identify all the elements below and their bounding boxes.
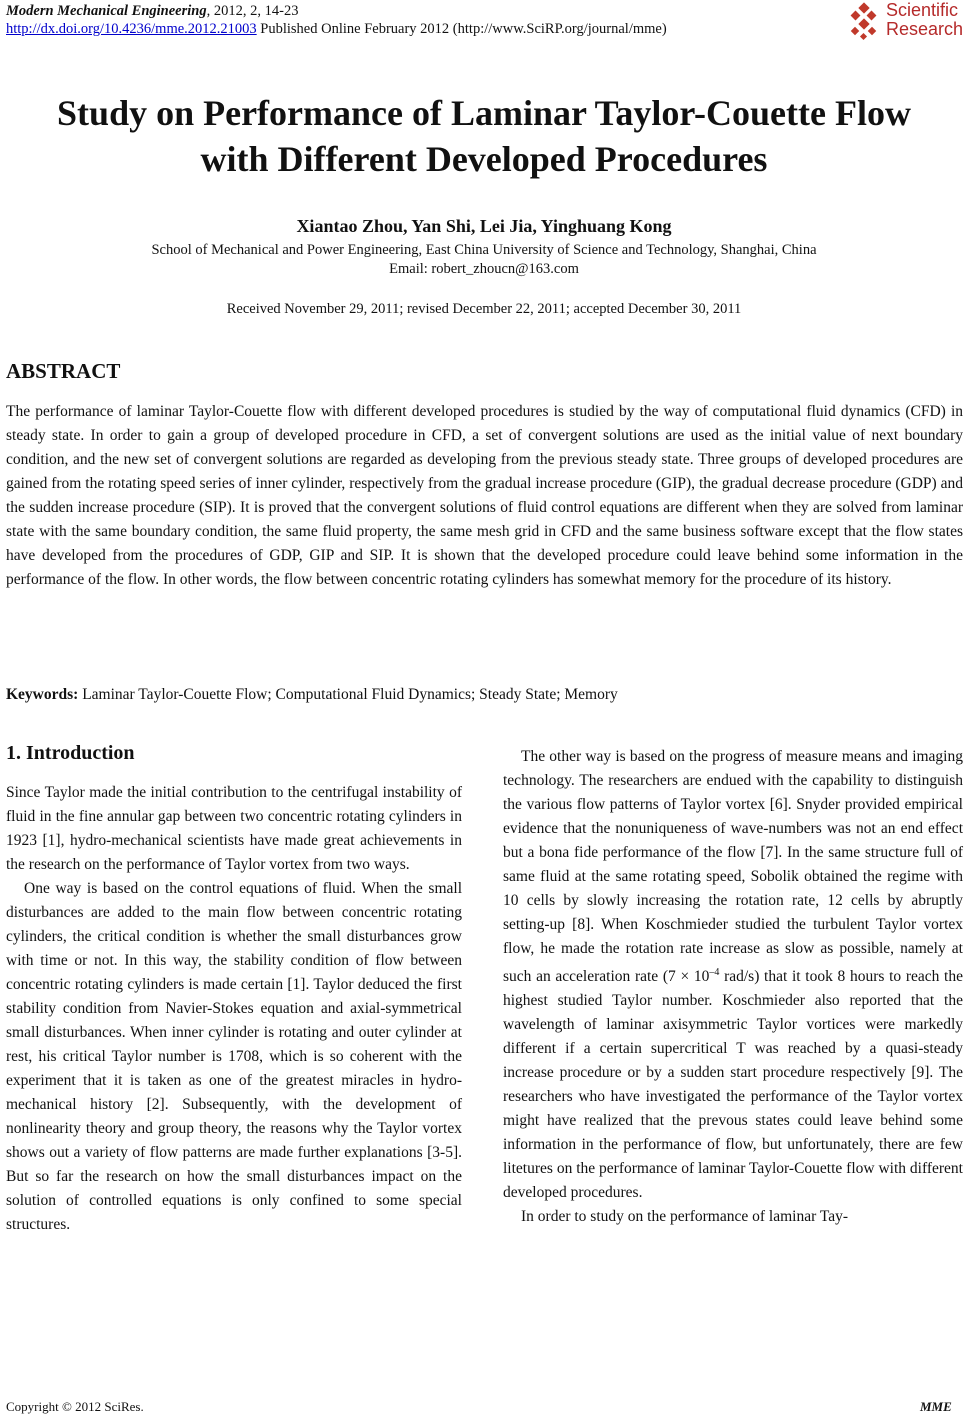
exponent: –4 bbox=[709, 967, 720, 978]
abstract-heading: ABSTRACT bbox=[6, 359, 121, 383]
keywords-line bbox=[6, 686, 618, 704]
left-column bbox=[6, 781, 462, 1237]
right-column bbox=[503, 745, 963, 1229]
volume-info: , 2012, 2, 14-23 bbox=[206, 3, 299, 19]
keywords-text: Laminar Taylor-Couette Flow; Computational Fluid Dynamics; Steady State; Memory bbox=[78, 686, 618, 703]
logo-line-1: Scientific bbox=[886, 0, 959, 20]
publication-line bbox=[6, 20, 667, 38]
affiliation: School of Mechanical and Power Engineering, East China University of Science and Technology, Shanghai, China bbox=[151, 242, 817, 258]
journal-abbreviation: MME bbox=[920, 1399, 952, 1414]
copyright-footer: Copyright © 2012 SciRes. bbox=[6, 1399, 144, 1414]
intro-paragraph-3b: rad/s) that it took 8 hours to reach the highest studied Taylor number. Koschmieder also reported that the wavelength of laminar axisymmetric Taylor vortices were markedly different if a certain supercritical T was reached by a quasi-steady increase procedure or by a sudden start procedure respectively [9]. The researchers who have investigated the performance of the Taylor vortex might have realized that the prevous states could leave behind some information in the performance of flow, but unfortunately, there are few litetures on the performance of laminar Taylor-Couette flow with different developed procedures. bbox=[503, 968, 963, 1202]
scientific-research-logo bbox=[846, 0, 968, 44]
intro-paragraph-2: One way is based on the control equations of fluid. When the small disturbances are added to the main flow between concentric rotating cylinders, the critical condition is whether the small disturbances grow with time or not. In this way, the stability condition of flow between concentric rotating cylinders is made certain [1]. Taylor deduced the first stability condition from Navier-Stokes equation and axial-symmetrical small disturbances. When inner cylinder is rotating and outer cylinder at rest, his critical Taylor number is 1708, which is so coherent with the experiment that it is taken as one of the greatest miracles in hydro-mechanical history [2]. Subsequently, with the development of nonlinearity theory and group theory, the reasons why the Taylor vortex shows out a variety of flow patterns are made further explanations [3-5]. But so far the research on how the small disturbances impact on the solution of controlled equations is only confined to some special structures. bbox=[6, 880, 462, 1233]
logo-mark-icon bbox=[846, 2, 884, 42]
received-dates: Received November 29, 2011; revised December 22, 2011; accepted December 30, 2011 bbox=[226, 301, 742, 317]
logo-text bbox=[886, 1, 963, 39]
doi-link[interactable]: http://dx.doi.org/10.4236/mme.2012.21003 bbox=[6, 21, 257, 37]
author-list: Xiantao Zhou, Yan Shi, Lei Jia, Yinghuang Kong bbox=[296, 216, 672, 236]
journal-name: Modern Mechanical Engineering bbox=[6, 3, 207, 19]
email: Email: robert_zhoucn@163.com bbox=[389, 261, 579, 277]
abstract-text: The performance of laminar Taylor-Couette flow with different developed procedures is studied by the way of computational fluid dynamics (CFD) in steady state. In order to gain a group of developed procedure in CFD, a set of convergent solutions are used as the initial value of next boundary condition, and the new set of convergent solutions are regarded as developing from the previous steady state. Three groups of developed procedures are gained from the rotating speed series of inner cylinder, respectively from the gradual increase procedure (GIP), the gradual decrease procedure (GDP) and the sudden increase procedure (SIP). It is proved that the convergent solutions of fluid control equations are different when they are solved from laminar state with the same boundary condition, the same fluid property, the same mesh grid in CFD and the same business software except that the flow states have developed from the procedures of GDP, GIP and SIP. It is shown that the developed procedure could leave behind some information in the performance of the flow. In other words, the flow between concentric rotating cylinders has somewhat memory for the procedure of its history. bbox=[6, 403, 963, 588]
title-line-2: with Different Developed Procedures bbox=[200, 139, 768, 179]
intro-paragraph-1: Since Taylor made the initial contribution to the centrifugal instability of fluid in the fine annular gap between two concentric rotating cylinders in 1923 [1], hydro-mechanical scientists have made great achievements in the research on the performance of Taylor vortex from two ways. bbox=[6, 784, 462, 873]
running-header bbox=[6, 2, 667, 38]
published-info: Published Online February 2012 (http://www.SciRP.org/journal/mme) bbox=[256, 21, 667, 37]
intro-paragraph-3a: The other way is based on the progress of measure means and imaging technology. The researchers are endued with the capability to distinguish the various flow patterns of Taylor vortex [6]. Snyder provided empirical evidence that the nonuniqueness of wave-numbers was not an end effect but a bona fide performance of the flow [7]. In the same structure full of same fluid at the same rotating speed, Sobolik obtained the regime with 10 cells by slowly increasing the rotation rate, 12 cells by abruptly setting-up [8]. When Koschmieder studied the turbulent Taylor vortex flow, he made the rotation rate increase as slow as possible, namely at such an acceleration rate (7 × 10 bbox=[503, 748, 963, 986]
journal-citation bbox=[6, 2, 667, 20]
paper-title bbox=[0, 90, 968, 182]
intro-paragraph-3 bbox=[503, 745, 963, 1205]
affiliation-block bbox=[0, 241, 968, 279]
title-line-1: Study on Performance of Laminar Taylor-Couette Flow bbox=[57, 93, 911, 133]
section-heading-introduction: 1. Introduction bbox=[6, 742, 135, 764]
logo-line-2: Research bbox=[886, 19, 964, 39]
intro-paragraph-4: In order to study on the performance of laminar Tay- bbox=[521, 1208, 849, 1226]
keywords-label: Keywords: bbox=[6, 686, 79, 703]
